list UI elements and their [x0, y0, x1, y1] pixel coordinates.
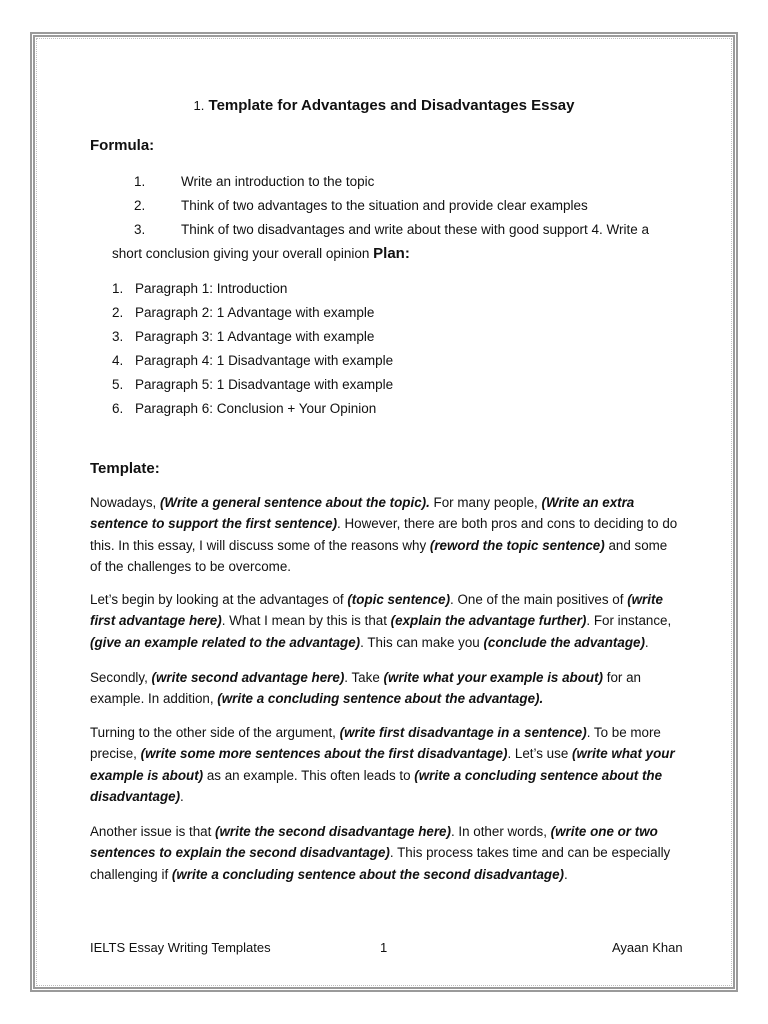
plan-heading: Plan: — [373, 245, 410, 262]
template-text: for an example. In addition, — [90, 670, 641, 707]
template-text: . This process takes time and can be especially challenging if — [90, 845, 671, 882]
plan-item-text: Paragraph 3: 1 Advantage with example — [135, 329, 375, 344]
placeholder-instruction: (write one or two sentences to explain the second disadvantage) — [90, 824, 658, 861]
template-paragraph-disadvantage-2 — [90, 821, 680, 885]
plan-item-number: 6. — [112, 401, 124, 416]
formula-item-number: 1. — [134, 174, 146, 189]
plan-item-text: Paragraph 4: 1 Disadvantage with example — [135, 353, 394, 368]
template-text: . For instance, — [586, 613, 672, 629]
template-text: Another issue is that — [90, 824, 216, 839]
formula-heading: Formula: — [90, 137, 155, 154]
title-number: 1. — [193, 98, 205, 113]
plan-item-number: 1. — [112, 281, 124, 296]
template-paragraph-intro — [90, 492, 680, 577]
formula-item-number: 2. — [134, 198, 146, 213]
placeholder-instruction: (write first disadvantage in a sentence) — [339, 725, 587, 740]
plan-item-number: 5. — [112, 377, 124, 392]
placeholder-instruction: (reword the topic sentence) — [429, 537, 605, 553]
placeholder-instruction: (write what your example is about) — [383, 670, 603, 685]
title-text: Template for Advantages and Disadvantages Essay — [208, 97, 575, 114]
placeholder-instruction: (write the second disadvantage here) — [215, 824, 451, 839]
placeholder-instruction: (explain the advantage further) — [390, 613, 587, 629]
plan-item-text: Paragraph 2: 1 Advantage with example — [135, 305, 375, 320]
template-text: as an example. This often leads to — [203, 767, 415, 783]
placeholder-instruction: (give an example related to the advantage) — [90, 634, 361, 650]
formula-continuation-line — [112, 245, 410, 262]
template-text: . — [180, 788, 184, 804]
template-text: . To be more precise, — [90, 725, 661, 762]
footer-author: Ayaan Khan — [612, 940, 683, 955]
placeholder-instruction: (write first advantage here) — [90, 592, 663, 629]
template-text: Nowadays, — [90, 495, 160, 510]
formula-item-number: 3. — [134, 222, 146, 237]
template-text: . — [644, 634, 649, 650]
footer-left: IELTS Essay Writing Templates — [90, 940, 271, 955]
placeholder-instruction: (write a concluding sentence about the second disadvantage) — [171, 866, 565, 882]
placeholder-instruction: (Write a general sentence about the topic). — [159, 495, 430, 510]
formula-item-text: Write an introduction to the topic — [181, 174, 375, 189]
template-text: . However, there are both pros and cons to deciding to do this. In this essay, I will discuss some of the reasons why — [90, 516, 678, 553]
placeholder-instruction: (Write an extra sentence to support the first sentence) — [90, 495, 635, 532]
template-text: and some of the challenges to be overcome. — [90, 537, 668, 574]
placeholder-instruction: (conclude the advantage) — [483, 634, 645, 650]
template-text: Turning to the other side of the argument, — [90, 725, 340, 740]
template-text: Secondly, — [90, 670, 152, 685]
template-paragraph-disadvantage-1 — [90, 722, 680, 807]
template-text: . — [564, 866, 568, 882]
page-number: 1 — [380, 940, 388, 955]
formula-item-text: Think of two disadvantages and write about these with good support 4. Write a — [181, 222, 650, 237]
placeholder-instruction: (write what your example is about) — [90, 746, 675, 783]
template-text: . Let’s use — [507, 746, 572, 762]
plan-item-number: 2. — [112, 305, 124, 320]
plan-item-text: Paragraph 5: 1 Disadvantage with example — [135, 377, 394, 392]
placeholder-instruction: (write a concluding sentence about the advantage). — [217, 691, 544, 707]
document-title — [0, 97, 768, 114]
placeholder-instruction: (write second advantage here) — [151, 670, 345, 685]
template-text: . Take — [344, 670, 384, 685]
plan-item-number: 3. — [112, 329, 124, 344]
plan-item-number: 4. — [112, 353, 124, 368]
template-paragraph-advantage-1 — [90, 589, 680, 653]
plan-item-text: Paragraph 6: Conclusion + Your Opinion — [135, 401, 377, 416]
template-heading: Template: — [90, 460, 160, 477]
placeholder-instruction: (topic sentence) — [347, 592, 451, 607]
template-text: Let’s begin by looking at the advantages of — [90, 592, 348, 607]
formula-continuation: short conclusion giving your overall opinion — [112, 246, 370, 261]
template-text: For many people, — [429, 495, 542, 510]
placeholder-instruction: (write a concluding sentence about the disadvantage) — [90, 767, 663, 804]
formula-item-text: Think of two advantages to the situation and provide clear examples — [181, 198, 588, 213]
template-paragraph-advantage-2 — [90, 667, 680, 710]
template-text: . One of the main positives of — [450, 592, 628, 607]
placeholder-instruction: (write some more sentences about the first disadvantage) — [140, 746, 508, 762]
plan-item-text: Paragraph 1: Introduction — [135, 281, 288, 296]
template-text: . What I mean by this is that — [221, 613, 391, 629]
template-text: . In other words, — [450, 824, 551, 839]
template-text: . This can make you — [360, 634, 484, 650]
